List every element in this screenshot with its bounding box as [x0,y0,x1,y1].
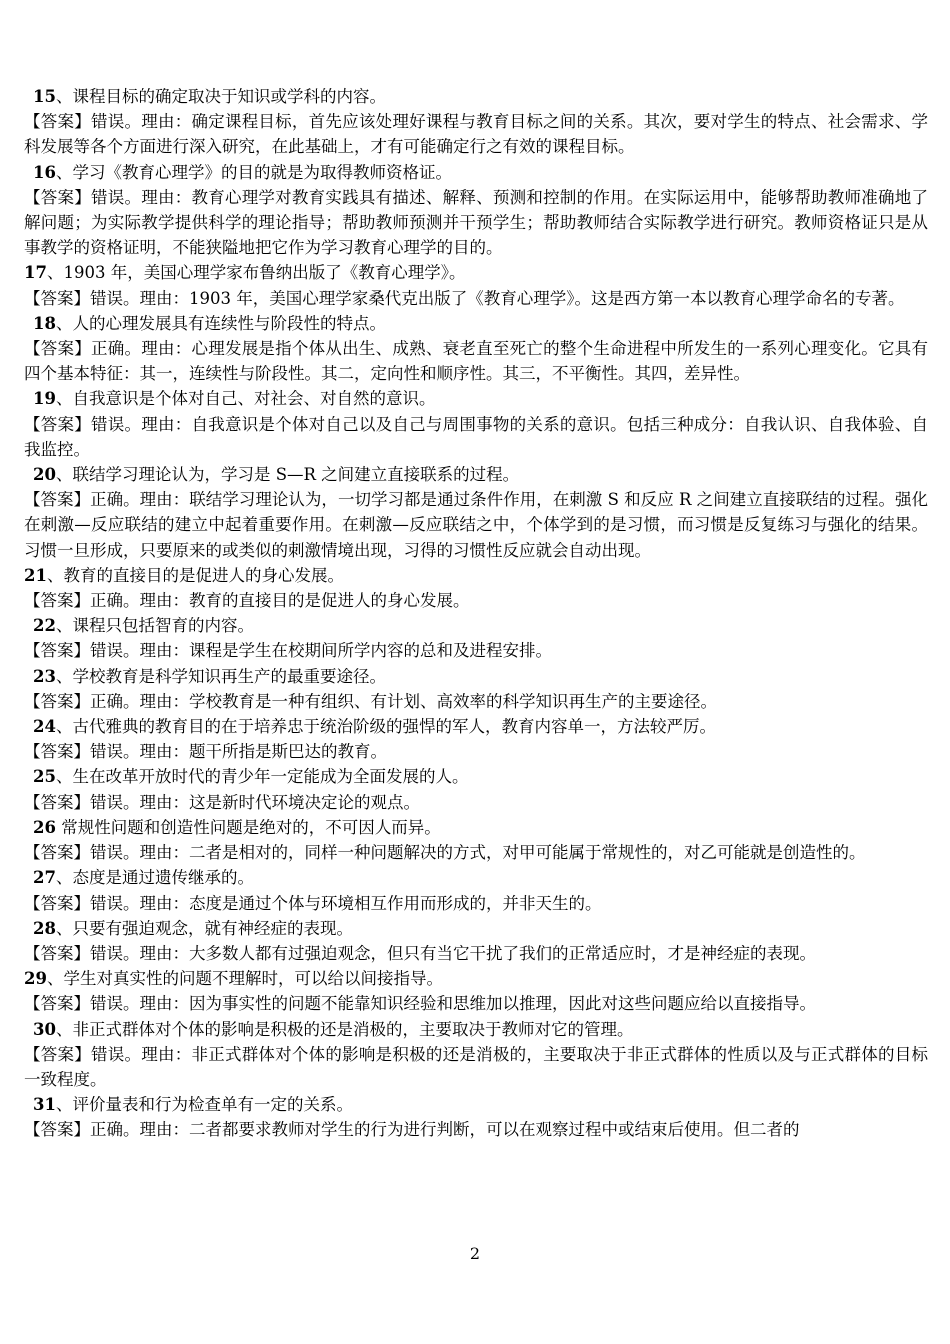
answer: 【答案】错误。理由：这是新时代环境决定论的观点。 [24,792,420,812]
question: 24、古代雅典的教育目的在于培养忠于统治阶级的强悍的军人，教育内容单一，方法较严厉。 [33,717,716,737]
answer: 【答案】错误。理由：教育心理学对教育实践具有描述、解释、预测和控制的作用。在实际运用中，能够帮助教师准确地了解问题；为实际教学提供科学的理论指导；帮助教师预测并干预学生；帮助教师结合实际教学进行研究。教师资格证只是从事教学的资格证明，不能狭隘地把它作为学习教育心理学的目的。 [24,187,928,258]
list-item [24,966,928,1016]
answer: 【答案】错误。理由：二者是相对的，同样一种问题解决的方式，对甲可能属于常规性的，对乙可能就是创造性的。 [24,843,866,863]
answer: 【答案】错误。理由：确定课程目标，首先应该处理好课程与教育目标之间的关系。其次，要对学生的特点、社会需求、学科发展等各个方面进行深入研究，在此基础上，才有可能确定行之有效的课程目标。 [24,112,928,157]
question: 18、人的心理发展具有连续性与阶段性的特点。 [33,313,386,333]
list-item [24,311,928,387]
question: 27、态度是通过遗传继承的。 [33,868,254,888]
list-item [24,764,928,814]
page-number: 2 [469,1244,481,1263]
list-item [24,815,928,865]
answer: 【答案】错误。理由：态度是通过个体与环境相互作用而形成的，并非天生的。 [24,893,602,913]
answer: 【答案】正确。理由：联结学习理论认为，一切学习都是通过条件作用，在刺激 S 和反应 R 之间建立直接联结的过程。强化在刺激—反应联结的建立中起着重要作用。在刺激—反应联结之中，个体学到的是习惯，而习惯是反复练习与强化的结果。习惯一旦形成，只要原来的或类似的刺激情境出现，习得的习惯性反应就会自动出现。 [24,490,928,560]
list-item [24,260,928,310]
answer: 【答案】错误。理由：因为事实性的问题不能靠知识经验和思维加以推理，因此对这些问题应给以直接指导。 [24,994,816,1014]
question: 28、只要有强迫观念，就有神经症的表现。 [33,918,353,938]
list-item [24,1092,928,1142]
list-item [24,84,928,160]
document-body [24,84,928,1143]
question: 30、非正式群体对个体的影响是积极的还是消极的，主要取决于教师对它的管理。 [33,1019,634,1039]
answer: 【答案】错误。理由：大多数人都有过强迫观念，但只有当它干扰了我们的正常适应时，才是神经症的表现。 [24,943,816,963]
answer: 【答案】错误。理由：1903 年，美国心理学家桑代克出版了《教育心理学》。这是西方第一本以教育心理学命名的专著。 [24,288,905,308]
list-item [24,563,928,613]
answer: 【答案】错误。理由：课程是学生在校期间所学内容的总和及进程安排。 [24,641,552,661]
question: 22、课程只包括智育的内容。 [33,616,254,636]
answer: 【答案】错误。理由：题干所指是斯巴达的教育。 [24,742,387,762]
question: 20、联结学习理论认为，学习是 S—R 之间建立直接联系的过程。 [33,465,520,485]
answer: 【答案】错误。理由：非正式群体对个体的影响是积极的还是消极的，主要取决于非正式群体的性质以及与正式群体的目标一致程度。 [24,1044,928,1089]
answer: 【答案】正确。理由：二者都要求教师对学生的行为进行判断，可以在观察过程中或结束后使用。但二者的 [24,1120,800,1140]
list-item [24,462,928,563]
answer: 【答案】正确。理由：心理发展是指个体从出生、成熟、衰老直至死亡的整个生命进程中所发生的一系列心理变化。它具有四个基本特征：其一，连续性与阶段性。其二，定向性和顺序性。其三，不平衡性。其四，差异性。 [24,339,928,384]
question: 25、生在改革开放时代的青少年一定能成为全面发展的人。 [33,767,469,787]
answer: 【答案】正确。理由：学校教育是一种有组织、有计划、高效率的科学知识再生产的主要途径。 [24,691,717,711]
question: 19、自我意识是个体对自己、对社会、对自然的意识。 [33,389,436,409]
list-item [24,160,928,261]
list-item [24,865,928,915]
list-item [24,386,928,462]
list-item [24,613,928,663]
question: 16、学习《教育心理学》的目的就是为取得教师资格证。 [33,162,452,182]
list-item [24,1017,928,1093]
question: 26 常规性问题和创造性问题是绝对的，不可因人而异。 [33,817,441,837]
question: 15、课程目标的确定取决于知识或学科的内容。 [33,87,386,106]
question: 17、1903 年，美国心理学家布鲁纳出版了《教育心理学》。 [24,263,466,283]
question: 23、学校教育是科学知识再生产的最重要途径。 [33,666,386,686]
question: 29、学生对真实性的问题不理解时，可以给以间接指导。 [24,969,443,989]
answer: 【答案】正确。理由：教育的直接目的是促进人的身心发展。 [24,591,470,611]
list-item [24,664,928,714]
question: 21、教育的直接目的是促进人的身心发展。 [24,565,344,585]
list-item [24,714,928,764]
question: 31、评价量表和行为检查单有一定的关系。 [33,1095,353,1115]
list-item [24,916,928,966]
answer: 【答案】错误。理由：自我意识是个体对自己以及自己与周围事物的关系的意识。包括三种成分：自我认识、自我体验、自我监控。 [24,414,928,459]
